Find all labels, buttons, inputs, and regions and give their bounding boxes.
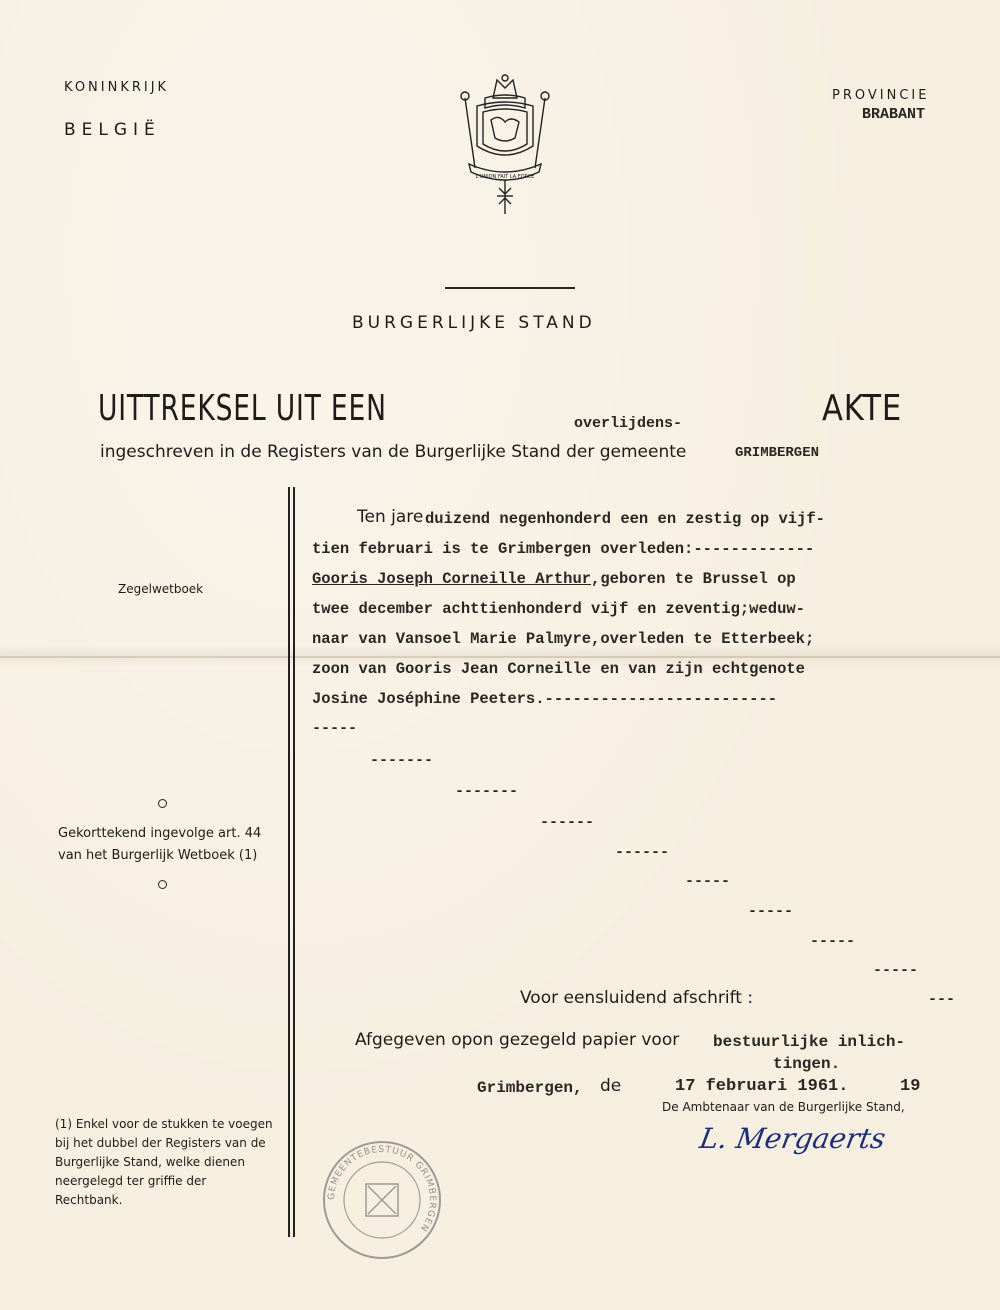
signature: L. Mergaerts: [697, 1122, 889, 1155]
body-line: Josine Joséphine Peeters.-------------------------: [312, 690, 778, 708]
annotation-line-2: van het Burgerlijk Wetboek (1): [58, 848, 258, 863]
issued-purpose: bestuurlijke inlich-: [713, 1033, 906, 1051]
header-province-label: PROVINCIE: [832, 88, 930, 103]
filler-dashes: -----: [748, 903, 794, 920]
issue-de: de: [600, 1076, 622, 1096]
column-divider: [293, 487, 295, 1237]
act-type: overlijdens-: [574, 415, 683, 432]
body-ten-jare: Ten jare: [357, 507, 424, 527]
coat-of-arms-icon: [455, 68, 555, 218]
column-divider: [288, 487, 290, 1237]
circle-mark-icon: [158, 880, 167, 889]
filler-dashes: -----: [873, 962, 919, 979]
filler-dashes: ---: [928, 991, 956, 1008]
stamp-text: GEMEENTEBESTUUR GRIMBERGEN: [326, 1144, 438, 1234]
issued-label: Afgegeven opon gezegeld papier voor: [355, 1030, 680, 1050]
header-country: BELGIË: [64, 120, 161, 140]
filler-dashes: -----: [685, 873, 731, 890]
deceased-name: Gooris Joseph Corneille Arthur: [312, 570, 592, 588]
filler-dashes: ------: [615, 844, 670, 861]
body-line-rest: ,geboren te Brussel op: [591, 570, 796, 588]
circle-mark-icon: [158, 799, 167, 808]
paper-fold: [0, 656, 1000, 658]
year-prefix: 19: [900, 1077, 921, 1096]
filler-dashes: -------: [455, 783, 519, 800]
header-kingdom: KONINKRIJK: [64, 80, 170, 95]
body-line: twee december achttienhonderd vijf en zeventig;weduw-: [312, 600, 805, 618]
body-line: [312, 570, 796, 588]
certified-copy-label: Voor eensluidend afschrift :: [520, 988, 754, 1008]
issue-date: 17 februari 1961.: [675, 1077, 849, 1096]
official-stamp-icon: [320, 1138, 444, 1262]
issue-place: Grimbergen,: [477, 1079, 583, 1097]
divider-line: [445, 287, 575, 289]
document-title: UITTREKSEL UIT EEN: [98, 388, 387, 429]
stamp-law-label: Zegelwetboek: [118, 582, 204, 596]
footnote: (1) Enkel voor de stukken te voegen bij het dubbel der Registers van de Burgerlijke Stand, welke dienen neergelegd ter griffie der Rechtbank.: [55, 1117, 273, 1207]
header-province-value: BRABANT: [862, 106, 926, 123]
body-line: duizend negenhonderd een en zestig op vijf-: [425, 510, 825, 528]
body-line: tien februari is te Grimbergen overleden:-------------: [312, 540, 815, 558]
filler-dashes: -------: [370, 752, 434, 769]
section-title: BURGERLIJKE STAND: [352, 313, 596, 333]
issued-purpose-cont: tingen.: [773, 1055, 841, 1073]
act-label: AKTE: [822, 388, 903, 429]
body-line: naar van Vansoel Marie Palmyre,overleden te Etterbeek;: [312, 630, 815, 648]
body-line: zoon van Gooris Jean Corneille en van zijn echtgenote: [312, 660, 805, 678]
filler-dashes: ------: [540, 814, 595, 831]
annotation-line-1: Gekorttekend ingevolge art. 44: [58, 826, 262, 841]
official-title: De Ambtenaar van de Burgerlijke Stand,: [662, 1100, 905, 1114]
municipality-name: GRIMBERGEN: [735, 445, 820, 461]
crest-motto: L'UNION FAIT LA FORCE: [475, 174, 535, 180]
filler-dashes: -----: [312, 720, 358, 737]
filler-dashes: -----: [810, 933, 856, 950]
registered-text: ingeschreven in de Registers van de Burgerlijke Stand der gemeente: [100, 442, 687, 462]
svg-text:GEMEENTEBESTUUR GRIMBERGEN: [327, 1145, 437, 1234]
